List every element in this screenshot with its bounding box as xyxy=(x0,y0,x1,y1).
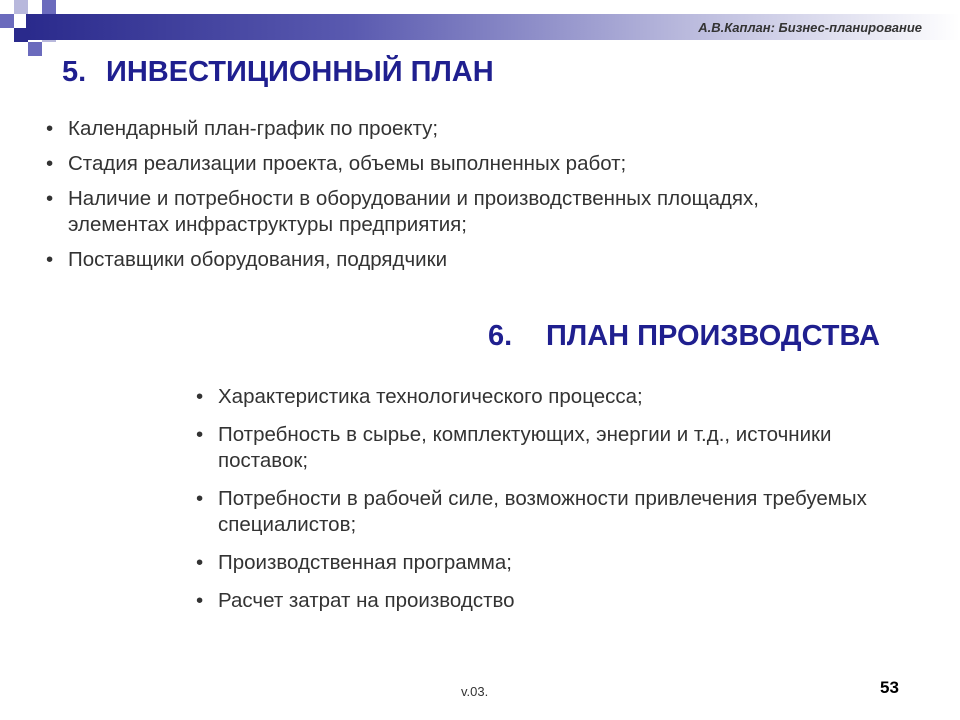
decor-square xyxy=(0,14,14,28)
list-item: • Календарный план-график по проекту; xyxy=(46,116,766,142)
decor-square xyxy=(28,42,42,56)
list-item: • Производственная программа; xyxy=(196,550,856,576)
section5-heading: ИНВЕСТИЦИОННЫЙ ПЛАН xyxy=(106,56,494,88)
list-item: • Поставщики оборудования, подрядчики xyxy=(46,247,766,273)
list-item: • Характеристика технологического процесса; xyxy=(196,384,856,410)
page-number: 53 xyxy=(880,678,899,697)
section5-number: 5. xyxy=(62,56,87,88)
list-item: • Стадия реализации проекта, объемы выполненных работ; xyxy=(46,151,766,177)
section6-heading: ПЛАН ПРОИЗВОДСТВА xyxy=(546,320,880,352)
footer-version: v.03. xyxy=(461,684,489,699)
section5-list xyxy=(46,116,766,282)
list-item: • Расчет затрат на производство xyxy=(196,588,856,614)
section5-title xyxy=(62,56,494,89)
section6-title xyxy=(488,320,880,353)
list-item xyxy=(196,422,838,474)
list-item xyxy=(196,486,878,538)
section6-number: 6. xyxy=(488,320,513,352)
list-item-text: Потребности в рабочей силе, возможности привлечения требуемых специалистов; xyxy=(218,487,867,536)
section6-list xyxy=(196,384,867,626)
list-item-text: Потребность в сырье, комплектующих, энергии и т.д., источники поставок; xyxy=(218,423,832,472)
decor-square xyxy=(14,0,28,14)
list-item xyxy=(46,186,768,238)
decor-square xyxy=(42,0,56,14)
list-item-text: Наличие и потребности в оборудовании и производственных площадях, элементах инфраструктуры предприятия; xyxy=(68,187,759,236)
header-author: А.В.Каплан: Бизнес-планирование xyxy=(698,20,922,35)
